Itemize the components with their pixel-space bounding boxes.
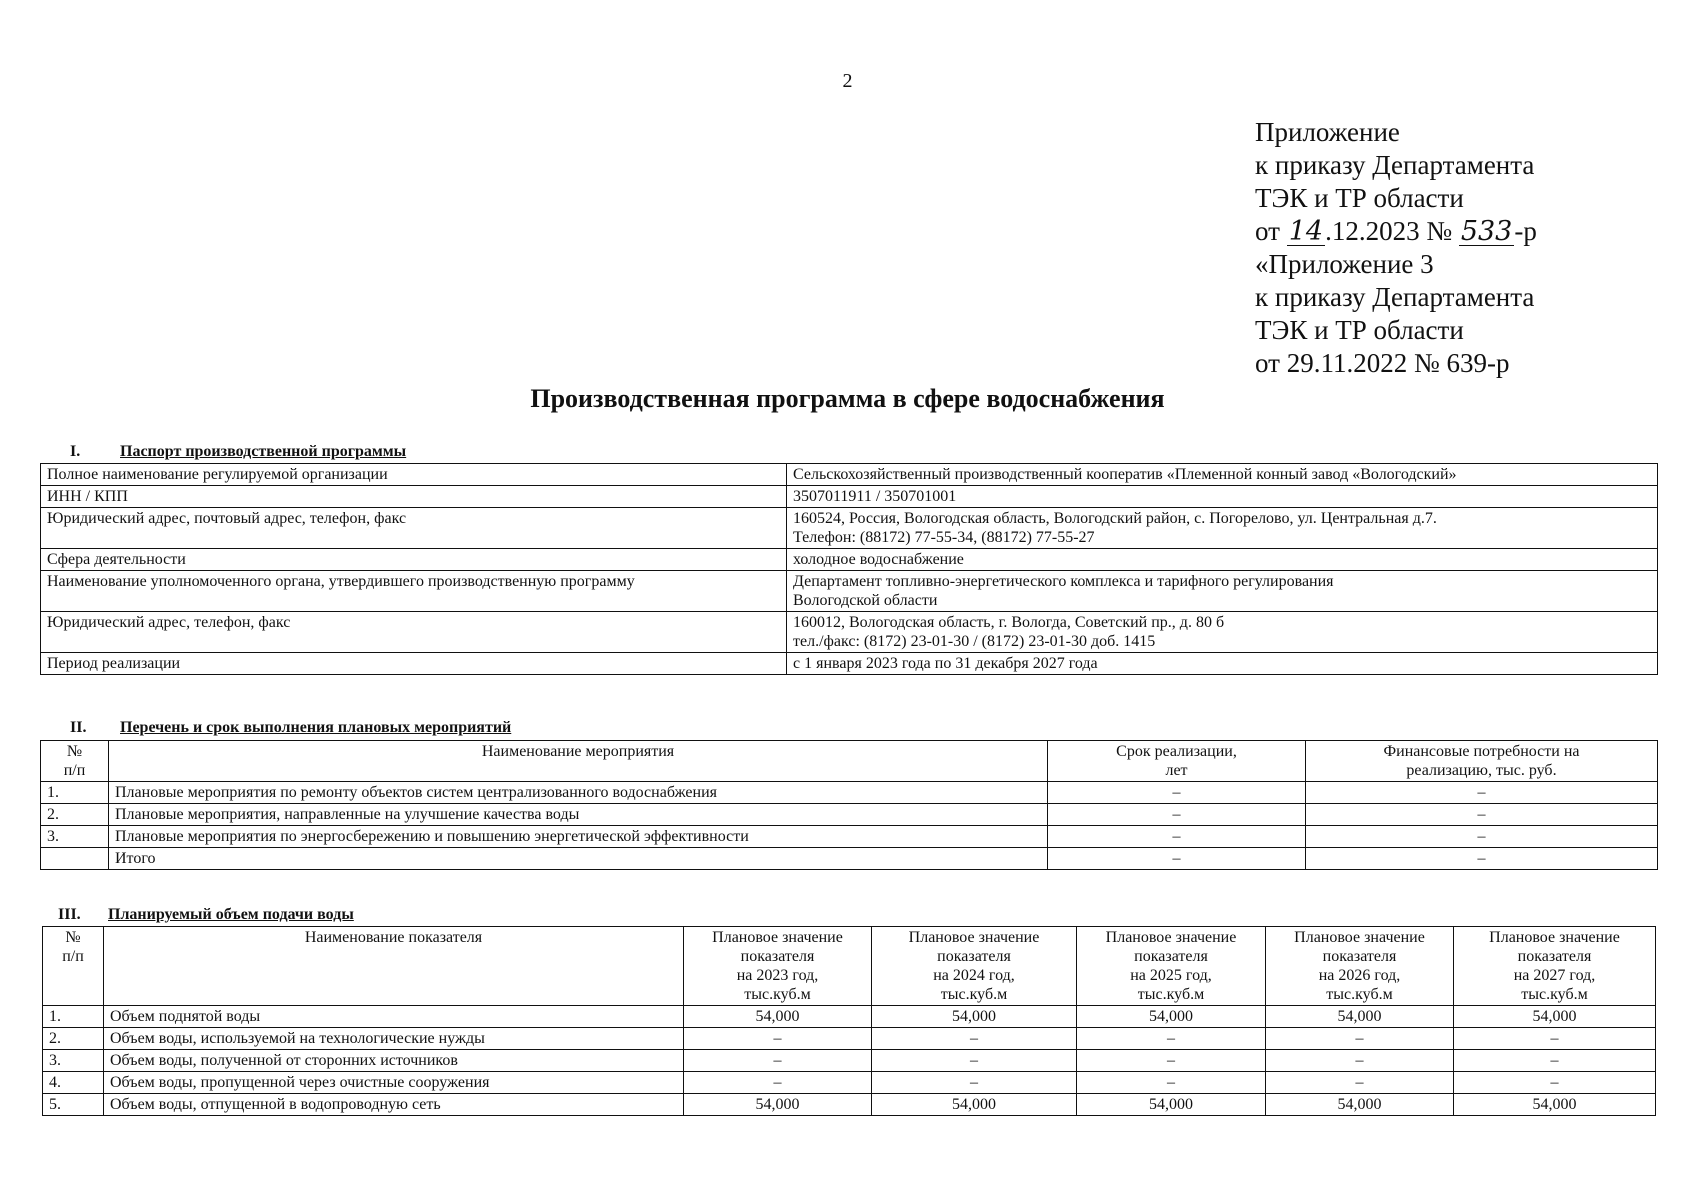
value-line: холодное водоснабжение <box>793 551 964 568</box>
appendix-line: ТЭК и ТР области <box>1255 315 1464 345</box>
appendix-line: Приложение <box>1255 117 1400 147</box>
indicator-value: – <box>1266 1028 1454 1050</box>
header-year <box>1077 927 1266 1006</box>
passport-value <box>787 508 1658 549</box>
table-row <box>41 508 1658 549</box>
passport-label: Юридический адрес, телефон, факс <box>41 612 787 653</box>
passport-value <box>787 571 1658 612</box>
indicator-name: Объем воды, полученной от сторонних источников <box>104 1050 684 1072</box>
header-year <box>872 927 1077 1006</box>
indicator-value: 54,000 <box>1077 1094 1266 1116</box>
appendix-line: от 29.11.2022 № 639-р <box>1255 348 1510 378</box>
header-year-line: на 2024 год, <box>933 967 1015 984</box>
table-row <box>41 549 1658 571</box>
row-number: 3. <box>41 826 109 848</box>
indicator-name: Объем воды, отпущенной в водопроводную сеть <box>104 1094 684 1116</box>
value-line: Департамент топливно-энергетического комплекса и тарифного регулирования <box>793 573 1334 590</box>
table-row <box>43 1050 1656 1072</box>
table-row <box>41 486 1658 508</box>
header-finance: Финансовые потребности на реализацию, тыс. руб. <box>1306 741 1658 782</box>
row-number: 3. <box>43 1050 104 1072</box>
indicator-value: 54,000 <box>1077 1006 1266 1028</box>
section-2-heading <box>70 719 511 737</box>
indicator-value: 54,000 <box>1454 1094 1656 1116</box>
passport-label: Полное наименование регулируемой организации <box>41 464 787 486</box>
indicator-name: Объем воды, пропущенной через очистные сооружения <box>104 1072 684 1094</box>
row-number: 4. <box>43 1072 104 1094</box>
order-prefix: от <box>1255 216 1287 246</box>
table-row <box>41 612 1658 653</box>
appendix-line: к приказу Департамента <box>1255 282 1535 312</box>
handwritten-day: 14 <box>1288 216 1324 247</box>
header-num: № п/п <box>41 741 109 782</box>
document-title: Производственная программа в сфере водоснабжения <box>530 384 1165 413</box>
header-year-line: показателя <box>740 948 815 965</box>
passport-value <box>787 549 1658 571</box>
header-year <box>684 927 872 1006</box>
value-line: тел./факс: (8172) 23-01-30 / (8172) 23-01-30 доб. 1415 <box>793 633 1156 650</box>
page-number: 2 <box>842 70 853 92</box>
header-year-line: показателя <box>937 948 1011 965</box>
indicator-value: – <box>684 1028 872 1050</box>
section-number: I. <box>70 443 81 460</box>
table-row <box>43 1006 1656 1028</box>
header-year-line: тыс.куб.м <box>744 986 811 1003</box>
activity-finance: – <box>1306 826 1658 848</box>
table-row <box>41 464 1658 486</box>
section-number: II. <box>70 719 87 736</box>
passport-label: Сфера деятельности <box>41 549 787 571</box>
row-number: 1. <box>43 1006 104 1028</box>
row-number: 2. <box>43 1028 104 1050</box>
indicator-value: 54,000 <box>1266 1006 1454 1028</box>
activity-finance: – <box>1306 848 1658 870</box>
header-year-line: Плановое значение <box>1105 929 1237 946</box>
indicator-name: Объем поднятой воды <box>104 1006 684 1028</box>
indicator-value: 54,000 <box>1454 1006 1656 1028</box>
indicator-value: – <box>1266 1050 1454 1072</box>
activity-term: – <box>1048 804 1306 826</box>
indicator-value: – <box>872 1072 1077 1094</box>
header-name: Наименование мероприятия <box>109 741 1048 782</box>
value-line: Сельскохозяйственный производственный кооператив «Племенной конный завод «Вологодский» <box>793 466 1457 483</box>
header-year-line: тыс.куб.м <box>1521 986 1588 1003</box>
table-header-row <box>41 741 1658 782</box>
indicator-value: – <box>1266 1072 1454 1094</box>
handwritten-number: 533 <box>1460 216 1513 247</box>
table-row <box>41 804 1658 826</box>
header-year <box>1454 927 1656 1006</box>
header-year-line: на 2023 год, <box>736 967 819 984</box>
indicator-value: – <box>684 1050 872 1072</box>
value-line: 160524, Россия, Вологодская область, Вологодский район, с. Погорелово, ул. Центральная д.7. <box>793 510 1437 527</box>
table-row <box>43 1072 1656 1094</box>
header-year-line: Плановое значение <box>1294 929 1425 946</box>
activities-table <box>40 740 1658 870</box>
value-line: 3507011911 / 350701001 <box>793 488 957 505</box>
table-row <box>41 653 1658 675</box>
passport-label: Юридический адрес, почтовый адрес, телефон, факс <box>41 508 787 549</box>
header-year-line: показателя <box>1322 948 1397 965</box>
passport-table <box>40 463 1658 675</box>
table-row <box>43 1028 1656 1050</box>
activity-term: – <box>1048 782 1306 804</box>
table-header-row <box>43 927 1656 1006</box>
section-title: Паспорт производственной программы <box>120 443 407 460</box>
header-year-line: Плановое значение <box>908 929 1040 946</box>
passport-value <box>787 464 1658 486</box>
indicator-value: 54,000 <box>872 1006 1077 1028</box>
activity-finance: – <box>1306 804 1658 826</box>
activity-name: Итого <box>109 848 1048 870</box>
header-year-line: Плановое значение <box>712 929 843 946</box>
indicator-value: – <box>1077 1050 1266 1072</box>
passport-value <box>787 486 1658 508</box>
section-3-heading <box>58 906 354 924</box>
indicator-value: – <box>872 1028 1077 1050</box>
row-number <box>41 848 109 870</box>
indicator-name: Объем воды, используемой на технологические нужды <box>104 1028 684 1050</box>
order-suffix: -р <box>1514 216 1537 246</box>
indicator-value: – <box>1454 1072 1656 1094</box>
appendix-line: ТЭК и ТР области <box>1255 183 1464 213</box>
table-row <box>41 848 1658 870</box>
header-year-line: тыс.куб.м <box>1137 986 1205 1003</box>
passport-label: Период реализации <box>41 653 787 675</box>
passport-label: Наименование уполномоченного органа, утвердившего производственную программу <box>41 571 787 612</box>
header-year-line: на 2026 год, <box>1318 967 1401 984</box>
section-1-heading <box>70 443 406 461</box>
indicator-value: – <box>872 1050 1077 1072</box>
indicator-value: 54,000 <box>1266 1094 1454 1116</box>
header-year-line: на 2027 год, <box>1513 967 1596 984</box>
activity-finance: – <box>1306 782 1658 804</box>
passport-label: ИНН / КПП <box>41 486 787 508</box>
value-line: 160012, Вологодская область, г. Вологда, Советский пр., д. 80 б <box>793 614 1225 631</box>
passport-value <box>787 612 1658 653</box>
value-line: Телефон: (88172) 77-55-34, (88172) 77-55-27 <box>793 529 1095 546</box>
section-number: III. <box>58 906 81 923</box>
indicator-value: – <box>1454 1028 1656 1050</box>
table-row <box>41 571 1658 612</box>
header-year-line: Плановое значение <box>1489 929 1620 946</box>
header-term: Срок реализации, лет <box>1048 741 1306 782</box>
header-year-line: показателя <box>1517 948 1592 965</box>
appendix-order-line <box>1255 215 1537 248</box>
row-number: 5. <box>43 1094 104 1116</box>
activity-term: – <box>1048 826 1306 848</box>
activity-name: Плановые мероприятия по ремонту объектов систем централизованного водоснабжения <box>109 782 1048 804</box>
indicator-value: 54,000 <box>684 1006 872 1028</box>
indicator-value: – <box>1077 1072 1266 1094</box>
header-num: № п/п <box>43 927 104 1006</box>
indicator-value: – <box>684 1072 872 1094</box>
activity-name: Плановые мероприятия, направленные на улучшение качества воды <box>109 804 1048 826</box>
value-line: Вологодской области <box>793 592 938 609</box>
indicator-value: – <box>1454 1050 1656 1072</box>
indicator-value: 54,000 <box>872 1094 1077 1116</box>
appendix-block <box>1255 116 1537 380</box>
value-line: с 1 января 2023 года по 31 декабря 2027 года <box>793 655 1098 672</box>
table-row <box>41 826 1658 848</box>
water-volume-table <box>42 926 1656 1116</box>
passport-value <box>787 653 1658 675</box>
activity-name: Плановые мероприятия по энергосбережению и повышению энергетической эффективности <box>109 826 1048 848</box>
appendix-line: к приказу Департамента <box>1255 150 1535 180</box>
table-row <box>41 782 1658 804</box>
header-year-line: тыс.куб.м <box>940 986 1008 1003</box>
appendix-line: «Приложение 3 <box>1255 249 1434 279</box>
indicator-value: – <box>1077 1028 1266 1050</box>
activity-term: – <box>1048 848 1306 870</box>
section-title: Планируемый объем подачи воды <box>108 906 354 923</box>
indicator-value: 54,000 <box>684 1094 872 1116</box>
header-year-line: на 2025 год, <box>1130 967 1212 984</box>
section-title: Перечень и срок выполнения плановых мероприятий <box>120 719 512 736</box>
order-date: .12.2023 № <box>1325 216 1459 246</box>
row-number: 1. <box>41 782 109 804</box>
header-indicator: Наименование показателя <box>104 927 684 1006</box>
header-year-line: показателя <box>1134 948 1208 965</box>
table-row <box>43 1094 1656 1116</box>
header-year <box>1266 927 1454 1006</box>
header-year-line: тыс.куб.м <box>1326 986 1393 1003</box>
row-number: 2. <box>41 804 109 826</box>
